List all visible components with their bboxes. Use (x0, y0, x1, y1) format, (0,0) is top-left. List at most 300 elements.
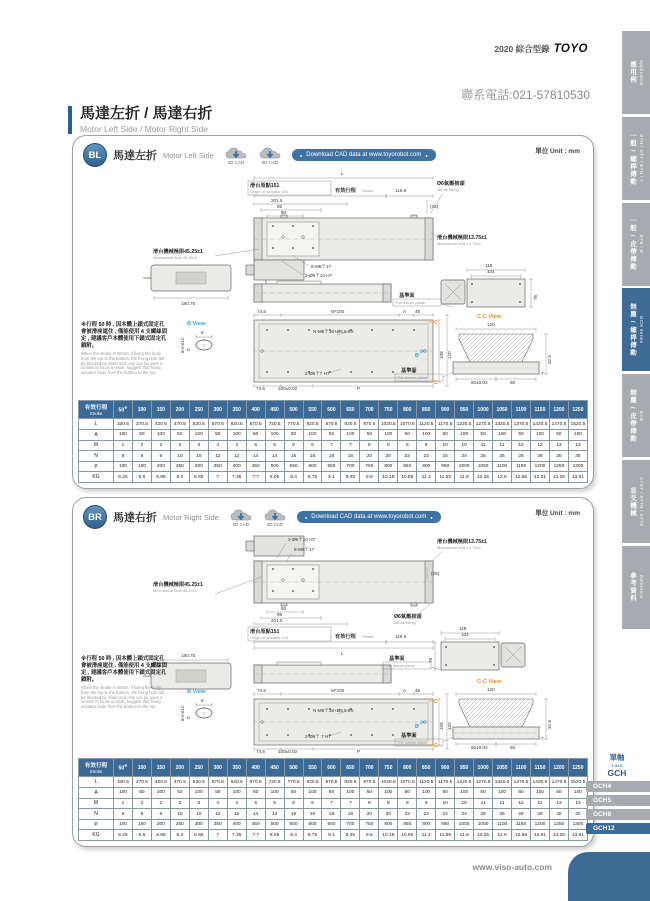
table-cell: 100 (530, 788, 549, 799)
svg-text:74.5: 74.5 (256, 749, 265, 754)
svg-text:60±0.03: 60±0.03 (471, 380, 488, 385)
download-cad-label: Download CAD data at www.toyorobot.com (311, 514, 427, 520)
svg-text:基準面: 基準面 (401, 368, 417, 374)
table-cell: 1120.5 (417, 419, 436, 430)
svg-text:A: A (403, 309, 407, 314)
cad-3d-label: 3D CAD (261, 159, 279, 165)
table-cell: 2 (132, 798, 151, 809)
stroke-column-header: 50※ (114, 759, 133, 777)
stroke-column-header: 1250 (568, 759, 587, 777)
table-cell: 10 (436, 798, 455, 809)
svg-text:B: B (415, 724, 419, 730)
table-row (79, 472, 588, 483)
series-button-gch12[interactable]: GCH12 (586, 823, 650, 834)
svg-text:32.5: 32.5 (547, 720, 552, 729)
stroke-column-header: 250 (189, 401, 208, 419)
tab-label-en: XYGT / XYTH / XYTB (639, 476, 644, 527)
stroke-column-header: 1050 (493, 401, 512, 419)
table-cell: 18 (322, 451, 341, 462)
svg-text:95: 95 (277, 204, 283, 209)
svg-text:The datum plane: The datum plane (385, 663, 416, 668)
footer-url: www.viso-auto.com (472, 862, 552, 872)
svg-text:C: C (434, 380, 438, 386)
table-cell: 24 (436, 451, 455, 462)
table-cell: 1420.5 (530, 419, 549, 430)
table-cell: 14 (265, 809, 284, 820)
table-cell: 18 (341, 809, 360, 820)
table-cell: 13.26 (549, 472, 568, 483)
tab-label-zh: 無塵 / 螺桿傳動 (629, 303, 636, 357)
svg-text:Mechanical limit:45.25±1: Mechanical limit:45.25±1 (153, 255, 197, 260)
table-row (79, 419, 588, 430)
svg-text:B View: B View (187, 689, 206, 695)
table-cell: 13 (549, 798, 568, 809)
table-cell: 22 (398, 809, 417, 820)
sidebar-tab-gth[interactable] (622, 117, 650, 202)
table-cell: 13 (568, 798, 587, 809)
svg-text:7: 7 (541, 371, 544, 376)
svg-text:Origin of actuator:151: Origin of actuator:151 (250, 635, 289, 640)
table-cell: 250 (170, 819, 189, 830)
stroke-column-header: 400 (246, 401, 265, 419)
sidebar-tab-application[interactable] (622, 31, 650, 116)
table-cell: 1320.5 (493, 419, 512, 430)
tab-label-zh: 一般 / 皮帶傳動 (629, 217, 636, 271)
cad-2d-button[interactable] (229, 508, 253, 527)
table-cell: 100 (151, 788, 170, 799)
table-cell: 6 (303, 440, 322, 451)
table-cell: 50 (246, 430, 265, 441)
tab-label-en: GCH Series (639, 316, 644, 344)
table-cell: 8.05 (265, 830, 284, 841)
svg-text:74.5: 74.5 (257, 309, 266, 314)
cad-2d-button[interactable] (224, 146, 248, 165)
table-cell: 11 (493, 440, 512, 451)
svg-text:2-Ø6〒10 H7: 2-Ø6〒10 H7 (305, 273, 333, 278)
table-cell: 13.61 (568, 830, 587, 841)
table-cell: 1270.5 (474, 419, 493, 430)
table-row (79, 830, 588, 841)
stroke-column-header: 450 (265, 759, 284, 777)
table-cell: 50 (360, 430, 379, 441)
table-cell: 350 (208, 461, 227, 472)
table-cell: 26 (493, 451, 512, 462)
table-cell: 1070.5 (398, 777, 417, 788)
table-cell: 12.6 (493, 830, 512, 841)
stroke-column-header: 450 (265, 401, 284, 419)
table-cell: 11 (493, 798, 512, 809)
table-cell: 9 (398, 798, 417, 809)
table-cell: 12 (512, 440, 531, 451)
table-cell: 7.7 (246, 830, 265, 841)
svg-text:0: 0 (186, 348, 191, 351)
table-cell: 50 (322, 788, 341, 799)
svg-text:2-Ø6〒7 H7: 2-Ø6〒7 H7 (305, 371, 330, 376)
table-cell: 50 (322, 430, 341, 441)
table-cell: 1250 (549, 819, 568, 830)
table-cell: 950 (436, 461, 455, 472)
series-button-gch4[interactable]: GCH4 (586, 781, 650, 792)
tab-label-zh: 無塵 / 皮帶傳動 (629, 388, 636, 443)
svg-text:74.5: 74.5 (256, 386, 265, 391)
table-cell: 10.15 (379, 830, 398, 841)
table-cell: 11.55 (436, 472, 455, 483)
table-cell: 1020.5 (379, 777, 398, 788)
table-cell: 1020.5 (379, 419, 398, 430)
table-cell: 650 (322, 819, 341, 830)
svg-text:滑台機械極限45.25±1: 滑台機械極限45.25±1 (153, 582, 203, 588)
stroke-column-header: 1050 (493, 759, 512, 777)
stroke-column-header: 550 (303, 759, 322, 777)
table-cell: 800 (379, 819, 398, 830)
table-cell: 7.35 (227, 472, 246, 483)
row-label: N (79, 809, 114, 820)
tab-label-en: Application (639, 59, 644, 86)
tab-label-en: Reference (639, 575, 644, 600)
table-cell: 24 (436, 809, 455, 820)
table-cell: 1150 (512, 819, 531, 830)
table-cell: 50 (246, 788, 265, 799)
table-cell: 600 (303, 819, 322, 830)
svg-text:119.5: 119.5 (395, 188, 407, 193)
svg-text:2-Ø6〒 7 H7: 2-Ø6〒 7 H7 (305, 734, 331, 739)
table-cell: 100 (568, 430, 587, 441)
table-cell: 5.6 (132, 830, 151, 841)
table-cell: 30 (549, 451, 568, 462)
table-cell: 7 (341, 798, 360, 809)
table-cell: 14 (265, 451, 284, 462)
table-cell: 100 (341, 430, 360, 441)
table-cell: 500 (265, 461, 284, 472)
table-cell: 50 (170, 788, 189, 799)
table-cell: 100 (417, 788, 436, 799)
table-cell: 8.75 (303, 830, 322, 841)
row-label: A (79, 788, 114, 799)
page-corner-decoration (568, 852, 650, 901)
table-cell: 1270.5 (474, 777, 493, 788)
sidebar-tab-gch[interactable] (622, 288, 650, 373)
tab-label-en: ECB (639, 410, 644, 421)
table-cell: 1520.5 (568, 419, 587, 430)
svg-text:46: 46 (415, 309, 421, 314)
stroke-column-header: 750 (379, 759, 398, 777)
table-cell: 100 (303, 430, 322, 441)
svg-text:滑台機械極限13.75±1: 滑台機械極限13.75±1 (437, 235, 487, 241)
sidebar-tab-ecb[interactable] (622, 374, 650, 459)
table-row (79, 809, 588, 820)
tab-label-zh: 一般 / 螺桿傳動 (629, 131, 636, 185)
brand-logo: TOYO (553, 43, 588, 55)
sidebar-tab-xygt[interactable] (622, 460, 650, 545)
cad-3d-button[interactable] (258, 146, 282, 165)
table-cell: 1100 (493, 819, 512, 830)
stroke-table (78, 400, 588, 483)
svg-text:Stroke: Stroke (362, 188, 374, 193)
table-cell: 8.4 (284, 472, 303, 483)
table-cell: 12.25 (474, 830, 493, 841)
table-cell: 5.95 (151, 830, 170, 841)
table-cell: 8 (132, 809, 151, 820)
table-cell: 5.95 (151, 472, 170, 483)
table-cell: 24 (455, 809, 474, 820)
table-cell: 870.5 (322, 419, 341, 430)
svg-text:7: 7 (541, 736, 544, 741)
table-cell: 3 (189, 798, 208, 809)
table-cell: 200 (151, 819, 170, 830)
table-cell: 14 (246, 451, 265, 462)
table-cell: 200 (151, 461, 170, 472)
table-cell: 24 (455, 451, 474, 462)
table-cell: 300 (189, 819, 208, 830)
table-cell: 12.91 (530, 472, 549, 483)
table-cell: 5 (246, 440, 265, 451)
download-cad-button[interactable] (297, 511, 441, 523)
table-cell: 8 (360, 440, 379, 451)
row-label: P (79, 819, 114, 830)
svg-text:201.5: 201.5 (271, 618, 283, 623)
table-cell: 10 (455, 440, 474, 451)
svg-text:100±0.02: 100±0.02 (278, 749, 298, 754)
svg-text:60±0.03: 60±0.03 (471, 745, 488, 750)
stroke-table-wrap (78, 758, 588, 841)
svg-text:(25): (25) (431, 571, 440, 576)
table-cell: 720.5 (265, 419, 284, 430)
table-cell: 100 (379, 788, 398, 799)
table-cell: 5.25 (114, 830, 133, 841)
table-cell: 7 (208, 830, 227, 841)
stroke-column-header: 150 (151, 759, 170, 777)
table-cell: 12.6 (493, 472, 512, 483)
svg-text:C: C (434, 743, 438, 749)
stroke-column-header: 100 (132, 759, 151, 777)
page-title-zh: 馬達左折 / 馬達右折 (80, 105, 213, 122)
svg-text:76: 76 (428, 657, 433, 663)
svg-text:6-0.012: 6-0.012 (180, 705, 185, 721)
svg-text:120: 120 (487, 322, 495, 327)
stroke-column-header: 950 (455, 759, 474, 777)
table-cell: 50 (549, 788, 568, 799)
table-cell: 1300 (568, 461, 587, 472)
stroke-column-header: 1250 (568, 401, 587, 419)
table-cell: 50 (132, 430, 151, 441)
svg-text:0: 0 (186, 716, 191, 719)
table-cell: 50 (398, 788, 417, 799)
svg-text:60: 60 (281, 210, 287, 215)
svg-text:6-0.012: 6-0.012 (180, 337, 185, 353)
table-cell: 9.45 (341, 830, 360, 841)
cloud-download-icon (263, 508, 287, 523)
table-cell: 11.2 (417, 830, 436, 841)
table-cell: 1150 (512, 461, 531, 472)
badge-br: BR (83, 505, 107, 529)
row-label: KG (79, 472, 114, 483)
table-cell: 100 (265, 430, 284, 441)
table-cell: 9.1 (322, 472, 341, 483)
table-cell: 620.5 (227, 777, 246, 788)
stroke-note-zh: ※行程 50 時 , 因本體上鎖式固定孔會被滑座遮住 , 僅能使用 4 支螺絲固定 , 建議客戶本體使用下鎖式固定孔鎖附。 (81, 322, 167, 349)
series-button-gch5[interactable]: GCH5 (586, 795, 650, 806)
sidebar-tab-reference[interactable] (622, 546, 650, 631)
download-cad-button[interactable] (292, 149, 436, 161)
svg-text:180.75: 180.75 (181, 301, 196, 306)
svg-text:180.75: 180.75 (181, 653, 196, 658)
table-cell: 10 (170, 809, 189, 820)
table-cell: 1 (114, 440, 133, 451)
table-cell: 5.25 (114, 472, 133, 483)
stroke-column-header: 650 (341, 401, 360, 419)
tab-label-en: ETB / M (639, 234, 644, 254)
table-cell: 7 (341, 440, 360, 451)
table-cell: 28 (512, 451, 531, 462)
table-cell: 520.5 (189, 777, 208, 788)
table-cell: 1470.5 (549, 777, 568, 788)
technical-drawing-motor-right (81, 531, 589, 764)
bullet-icon: ● (304, 514, 308, 520)
stroke-column-header: 600 (322, 759, 341, 777)
stroke-column-header: 50※ (114, 401, 133, 419)
table-cell: 150 (132, 461, 151, 472)
table-cell: 11.2 (417, 472, 436, 483)
table-cell: 100 (189, 430, 208, 441)
stroke-column-header: 900 (436, 759, 455, 777)
svg-text:118: 118 (459, 626, 467, 631)
stroke-column-header: 800 (398, 401, 417, 419)
table-cell: 450 (246, 819, 265, 830)
table-cell: 6 (284, 440, 303, 451)
table-cell: 6 (114, 451, 133, 462)
stroke-column-header: 700 (360, 759, 379, 777)
svg-text:100±0.02: 100±0.02 (278, 386, 298, 391)
table-cell: 100 (379, 430, 398, 441)
table-cell: 550 (284, 461, 303, 472)
table-cell: 700 (341, 461, 360, 472)
svg-text:滑台機械極限13.75±1: 滑台機械極限13.75±1 (437, 539, 487, 545)
table-cell: 100 (227, 788, 246, 799)
table-cell: 50 (512, 430, 531, 441)
section-title-zh: 馬達左折 (113, 150, 157, 162)
stroke-column-header: 300 (208, 401, 227, 419)
stroke-column-header: 850 (417, 759, 436, 777)
table-cell: 7.7 (246, 472, 265, 483)
table-cell: 150 (132, 819, 151, 830)
table-cell: 470.5 (170, 777, 189, 788)
table-cell: 8 (360, 798, 379, 809)
table-cell: 1050 (474, 461, 493, 472)
table-cell: 100 (189, 788, 208, 799)
svg-text:Mechanical limit:45.25±1: Mechanical limit:45.25±1 (153, 588, 197, 593)
svg-text:Ø6氣壓接頭: Ø6氣壓接頭 (437, 181, 465, 187)
table-cell: 26 (474, 451, 493, 462)
table-cell: 100 (568, 788, 587, 799)
table-cell: 920.5 (341, 777, 360, 788)
table-cell: 1200 (530, 461, 549, 472)
stroke-column-header: 500 (284, 401, 303, 419)
stroke-column-header: 250 (189, 759, 208, 777)
svg-text:B: B (415, 353, 419, 359)
table-cell: 12 (227, 451, 246, 462)
table-cell: 670.5 (246, 419, 265, 430)
table-cell: 450 (246, 461, 265, 472)
svg-text:M*100: M*100 (331, 688, 345, 693)
cad-3d-label: 3D CAD (266, 521, 284, 527)
table-cell: 13 (568, 440, 587, 451)
table-cell: 10 (189, 809, 208, 820)
table-cell: 750 (360, 819, 379, 830)
svg-text:L: L (341, 651, 344, 656)
download-cad-label: Download CAD data at www.toyorobot.com (306, 152, 422, 158)
table-cell: 100 (265, 788, 284, 799)
table-row (79, 819, 588, 830)
table-cell: 7.35 (227, 830, 246, 841)
table-cell: 16 (303, 809, 322, 820)
unit-label: 單位 Unit : mm (535, 510, 580, 517)
table-cell: 12 (208, 451, 227, 462)
svg-text:Mechanical limit:13.75±1: Mechanical limit:13.75±1 (437, 241, 481, 246)
stroke-column-header: 1150 (530, 759, 549, 777)
series-nav-title-zh: 單軸 (609, 753, 625, 762)
table-cell: 100 (114, 788, 133, 799)
table-cell: 870.5 (322, 777, 341, 788)
table-row (79, 777, 588, 788)
svg-text:N-M8〒16+Ø6.8-thr.: N-M8〒16+Ø6.8-thr. (313, 329, 355, 334)
sidebar-tab-etb[interactable] (622, 203, 650, 288)
svg-text:32.5: 32.5 (547, 355, 552, 364)
svg-text:120: 120 (487, 687, 495, 692)
table-cell: 1200 (530, 819, 549, 830)
cad-3d-button[interactable] (263, 508, 287, 527)
stroke-column-header: 850 (417, 401, 436, 419)
stroke-column-header: 1000 (474, 401, 493, 419)
table-cell: 16 (303, 451, 322, 462)
svg-text:B View: B View (187, 321, 206, 327)
svg-text:(25): (25) (430, 204, 439, 209)
table-cell: 1000 (455, 819, 474, 830)
table-cell: 6 (303, 798, 322, 809)
stroke-column-header: 1100 (512, 401, 531, 419)
table-cell: 100 (455, 788, 474, 799)
svg-text:A: A (403, 688, 407, 693)
stroke-column-header: 750 (379, 401, 398, 419)
bullet-icon: ● (425, 152, 428, 158)
table-cell: 100 (493, 788, 512, 799)
table-cell: 2 (132, 440, 151, 451)
table-cell: 12.56 (512, 830, 531, 841)
table-cell: 100 (493, 430, 512, 441)
table-cell: 1220.5 (455, 777, 474, 788)
row-label: KG (79, 830, 114, 841)
table-cell: 700 (341, 819, 360, 830)
table-cell: 8 (379, 798, 398, 809)
table-cell: 750 (360, 461, 379, 472)
stroke-note-zh: ※行程 50 時 , 因本體上鎖式固定孔會被滑座遮住 , 僅能使用 4 支螺絲固定 , 建議客戶本體使用下鎖式固定孔鎖附。 (81, 656, 167, 683)
series-button-gch8[interactable]: GCH8 (586, 809, 650, 820)
svg-text:104: 104 (461, 632, 469, 637)
table-cell: 520.5 (189, 419, 208, 430)
table-cell: 100 (114, 430, 133, 441)
table-cell: 9 (417, 798, 436, 809)
stroke-table-wrap (78, 400, 588, 483)
table-cell: 650 (322, 461, 341, 472)
svg-text:The datum plane: The datum plane (397, 375, 428, 380)
table-cell: 12.91 (530, 830, 549, 841)
svg-text:C: C (434, 320, 438, 326)
tab-label-en: GTH / GTY / ETH / Y (639, 134, 644, 183)
stroke-column-header: 100 (132, 401, 151, 419)
table-cell: 50 (398, 430, 417, 441)
svg-text:60: 60 (510, 745, 516, 750)
table-cell: 1170.5 (436, 419, 455, 430)
stroke-column-header: 900 (436, 401, 455, 419)
